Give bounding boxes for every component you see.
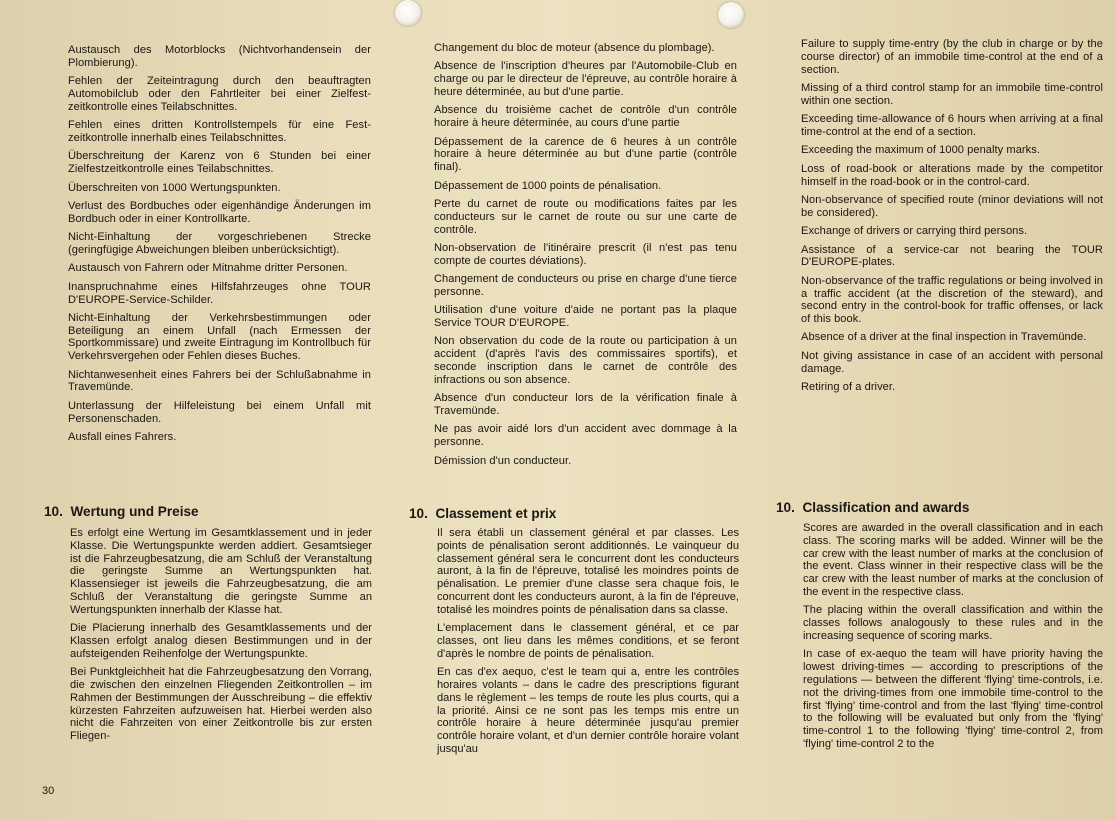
penalty-item: Perte du carnet de route ou modifications faites par les conducteurs sur le carnet de route ou sur une carte de contrôle. [434, 197, 737, 236]
penalty-item: Unterlassung der Hilfeleistung bei einem Unfall mit Personenschaden. [68, 399, 371, 425]
german-section-body [70, 527, 372, 749]
french-section-body [437, 527, 739, 761]
section-title: Classement et prix [435, 506, 557, 521]
penalty-item: Nicht-Einhaltung der Verkehrsbestimmungen oder Beteiligung an einem Unfall (nach Ermessen der Sportkommissare) und zweite Eintragung im Kontrollbuch für Verkehrsvergehen oder Fehlen dieses Buches. [68, 311, 371, 363]
penalty-item: Fehlen eines dritten Kontrollstempels für eine Fest-zeitkontrolle innerhalb eines Teilabschnittes. [68, 119, 371, 144]
binder-hole-left [395, 0, 421, 26]
body-paragraph: Die Placierung innerhalb des Gesamtklassements und der Klassen erfolgt analog diesen Bestimmungen und in der aufsteigenden Reihenfolge der Wertungspunkte. [70, 622, 372, 660]
body-paragraph: Scores are awarded in the overall classification and in each class. The scoring marks will be added. Winner will be the car crew with the least number of marks at the conclusion of the event. Class winner in their respective class will be the car crew with the least number of marks at the conclusion of the event in the respective class. [803, 522, 1103, 598]
section-number: 10. [776, 500, 795, 515]
body-paragraph: Es erfolgt eine Wertung im Gesamtklassement und in jeder Klasse. Die Wertungspunkte werden addiert. Gesamtsieger ist die Fahrzeugbesatzung, die am Schluß der Veranstaltung die geringste Summe an Wertungspunkten hat. Klassensieger ist jeweils die Fahrzeugbesatzung, die am Schluß der Veranstaltung die geringste Summe an Wertungspunkten innerhalb der Klasse hat. [70, 527, 372, 616]
penalty-item: Überschreiten von 1000 Wertungspunkten. [68, 181, 281, 194]
penalty-item: Überschreitung der Karenz von 6 Stunden bei einer Zielfestzeitkontrolle eines Teilabschnittes. [68, 150, 371, 176]
binder-hole-right [718, 2, 744, 28]
penalty-item: Utilisation d'une voiture d'aide ne portant pas la plaque Service TOUR D'EUROPE. [434, 304, 737, 330]
english-section-body [803, 522, 1103, 756]
penalty-item: Non-observance of the traffic regulations or being involved in a traffic accident (at the discretion of the steward), and second entry in the control-book for traffic offenses, or lack of this book. [801, 274, 1103, 326]
body-paragraph: Il sera établi un classement général et par classes. Les points de pénalisation seront additionnés. Le vainqueur du classement général sera le concurrent dont les conducteurs auront, à la fin de l'épreuve, totalisé les moindres points de pénalisation. Le premier d'une classe sera chaque fois, le concurrent dont les conducteurs auront, à la fin de l'épreuve, totalisé les moindres points de pénalisation dans sa classe. [437, 527, 739, 616]
penalty-item: Démission d'un conducteur. [434, 454, 572, 467]
penalty-item: Failure to supply time-entry (by the club in charge or by the course director) of an immobile time-control at the end of a section. [801, 38, 1103, 76]
penalty-item: Non-observation de l'itinéraire prescrit (il n'est pas tenu compte de courtes déviations). [434, 241, 737, 267]
penalty-item: Not giving assistance in case of an accident with personal damage. [801, 349, 1103, 375]
body-paragraph: L'emplacement dans le classement général, et ce par classes, ont lieu dans les mêmes conditions, et se feront d'après le nombre de points de pénalisation. [437, 622, 739, 660]
english-section-heading [776, 500, 969, 515]
french-section-heading [409, 506, 556, 521]
penalty-item: Nicht-Einhaltung der vorgeschriebenen Strecke (geringfügige Abweichungen bleiben unberücksichtigt). [68, 231, 371, 256]
german-penalty-list [68, 44, 371, 449]
penalty-item: Ne pas avoir aidé lors d'un accident avec dommage à la personne. [434, 423, 737, 449]
english-penalty-list [801, 38, 1103, 399]
penalty-item: Non-observance of specified route (minor deviations will not be considered). [801, 193, 1103, 219]
page-number: 30 [42, 785, 55, 797]
penalty-item: Austausch von Fahrern oder Mitnahme dritter Personen. [68, 262, 348, 275]
penalty-item: Absence d'un conducteur lors de la vérification finale à Travemünde. [434, 392, 737, 418]
section-number: 10. [409, 506, 428, 521]
body-paragraph: En cas d'ex aequo, c'est le team qui a, entre les contrôles horaires volants – dans le cadre des prescriptions figurant dans le règlement – les temps de route les plus courts, qui a la priorité. Ainsi ce ne sont pas les temps mis entre un contrôle horaire à heure déterminée jusqu'au premier contrôle horaire volant, et d'un dernier contrôle horaire volant jusqu'au [437, 666, 739, 755]
penalty-item: Exceeding time-allowance of 6 hours when arriving at a final time-control at the end of a section. [801, 113, 1103, 138]
penalty-item: Absence de l'inscription d'heures par l'Automobile-Club en charge ou par le directeur de l'épreuve, au contrôle horaire à heure déterminée, au but d'une partie. [434, 60, 737, 98]
penalty-item: Inanspruchnahme eines Hilfsfahrzeuges ohne TOUR D'EUROPE-Service-Schilder. [68, 280, 371, 306]
body-paragraph: Bei Punktgleichheit hat die Fahrzeugbesatzung den Vorrang, die zwischen den einzelnen Fliegenden Zeitkontrollen – im Rahmen der Bestimmungen der Ausschreibung – die effektiv kürzesten Fahrzeiten aufzuweisen hat. Hierbei werden also nicht die Fahrzeiten von einer Zeitkontrolle bis zur ersten Fliegen- [70, 666, 372, 743]
german-section-heading [44, 504, 199, 519]
penalty-item: Loss of road-book or alterations made by the competitor himself in the road-book or in the control-card. [801, 162, 1103, 188]
section-title: Classification and awards [802, 500, 970, 515]
penalty-item: Changement du bloc de moteur (absence du plombage). [434, 42, 715, 54]
penalty-item: Exchange of drivers or carrying third persons. [801, 225, 1028, 238]
french-penalty-list [434, 42, 737, 473]
penalty-item: Assistance of a service-car not bearing the TOUR D'EUROPE-plates. [801, 243, 1103, 269]
penalty-item: Absence of a driver at the final inspection in Travemünde. [801, 331, 1087, 344]
penalty-item: Absence du troisième cachet de contrôle d'un contrôle horaire à heure déterminée, au cours d'une partie [434, 104, 737, 130]
penalty-item: Retiring of a driver. [801, 381, 896, 394]
penalty-item: Dépassement de 1000 points de pénalisation. [434, 179, 662, 192]
penalty-item: Exceeding the maximum of 1000 penalty marks. [801, 144, 1040, 157]
body-paragraph: The placing within the overall classification and within the classes follows analogously to these rules and in the increasing sequence of scoring marks. [803, 604, 1103, 642]
penalty-item: Changement de conducteurs ou prise en charge d'une tierce personne. [434, 273, 737, 298]
section-title: Wertung und Preise [70, 504, 199, 519]
penalty-item: Nichtanwesenheit eines Fahrers bei der Schlußabnahme in Travemünde. [68, 368, 371, 394]
penalty-item: Non observation du code de la route ou participation à un accident (d'après l'avis des commissaires sportifs), et seconde inscription dans le carnet de contrôle des infractions ou son absence. [434, 335, 737, 386]
penalty-item: Missing of a third control stamp for an immobile time-control within one section. [801, 81, 1103, 107]
penalty-item: Verlust des Bordbuches oder eigenhändige Änderungen im Bordbuch oder in einer Kontrollkarte. [68, 199, 371, 225]
penalty-item: Austausch des Motorblocks (Nichtvorhandensein der Plombierung). [68, 44, 371, 69]
penalty-item: Fehlen der Zeiteintragung durch den beauftragten Automobilclub oder den Fahrtleiter bei einer Zielfest-zeitkontrolle eines Teilabschnittes. [68, 75, 371, 113]
body-paragraph: In case of ex-aequo the team will have priority having the lowest driving-times — according to prescriptions of the regulations — between the different 'flying' time-controls, i.e. not the driving-times from one immobile time-control to the first 'flying' time-control and from the last 'flying' time-control to the following will be evaluated but only from the 'flying' time-control 1 to the following 'flying' time-control 2, from 'flying' time-control 2 to the [803, 648, 1103, 750]
section-number: 10. [44, 504, 63, 519]
penalty-item: Ausfall eines Fahrers. [68, 431, 177, 444]
penalty-item: Dépassement de la carence de 6 heures à un contrôle horaire à heure déterminée au but d'une partie (contrôle final). [434, 135, 737, 174]
